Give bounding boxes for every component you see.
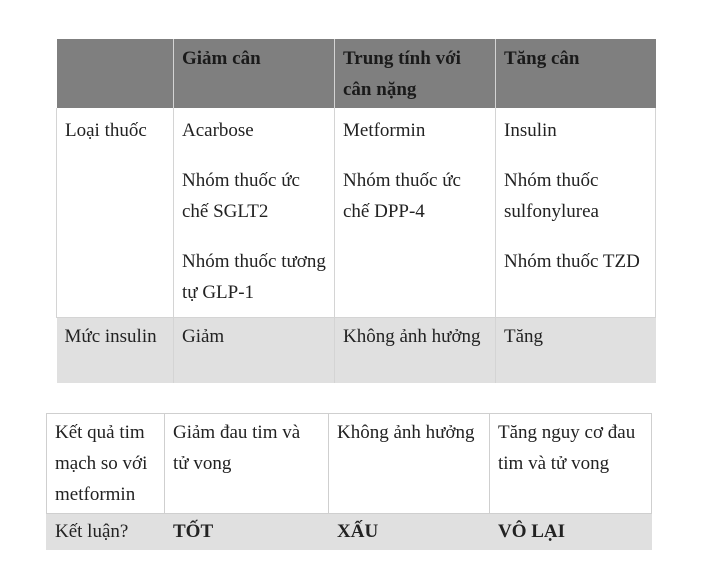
drug-name: Acarbose [182,120,254,141]
row-label-cardio-outcome: Kết quả tim mạch so với metformin [47,414,165,514]
cell-insulin-decrease: Giảm [174,318,335,384]
header-weight-neutral: Trung tính với cân nặng [335,39,496,108]
weight-effect-table [56,39,656,383]
header-weight-loss: Giảm cân [174,39,335,108]
cardio-outcome-table [46,413,652,550]
cell-weight-gain-drugs [496,108,656,318]
drug-name: Metformin [343,120,426,141]
drug-name: Nhóm thuốc ức chế DPP-4 [343,170,461,222]
conclusion-bad: XẤU [329,514,490,550]
cell-cardio-decrease: Giảm đau tim và tử vong [165,414,329,514]
cell-insulin-neutral: Không ảnh hưởng [335,318,496,384]
row-label-drug-type: Loại thuốc [57,108,174,318]
header-empty-cell [57,39,174,108]
row-label-conclusion: Kết luận? [47,514,165,550]
drug-name: Nhóm thuốc TZD [504,251,640,272]
row-label-insulin-level: Mức insulin [57,318,174,384]
cell-weight-loss-drugs [174,108,335,318]
cell-cardio-increase: Tăng nguy cơ đau tim và tử vong [490,414,652,514]
drug-name: Nhóm thuốc ức chế SGLT2 [182,170,300,222]
cell-weight-neutral-drugs [335,108,496,318]
drug-name: Nhóm thuốc sulfonylurea [504,170,599,222]
table-row [47,414,652,514]
cell-cardio-neutral: Không ảnh hưởng [329,414,490,514]
table-row [47,514,652,550]
header-row [57,39,656,108]
table-row [57,318,656,384]
header-weight-gain: Tăng cân [496,39,656,108]
drug-name: Nhóm thuốc tương tự GLP-1 [182,251,326,303]
conclusion-rogue: VÔ LẠI [490,514,652,550]
table-row [57,108,656,318]
cell-insulin-increase: Tăng [496,318,656,384]
conclusion-good: TỐT [165,514,329,550]
drug-name: Insulin [504,120,557,141]
